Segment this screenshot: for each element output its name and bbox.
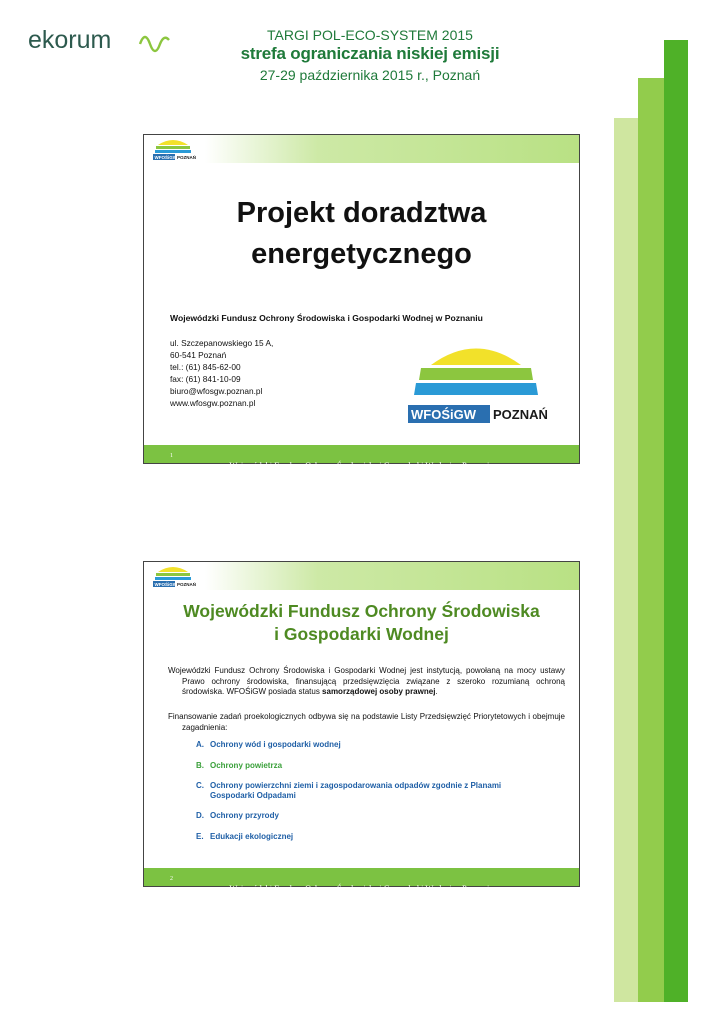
svg-text:WFOŚiGW: WFOŚiGW	[154, 155, 177, 160]
description-text: Wojewódzki Fundusz Ochrony Środowiska i Gospodarki Wodnej jest instytucją, powołaną na mocy ustawy Prawo ochrony środowiska, finansującą przedsięwzięcia związane z szeroko rozumianą ochroną środowiska. WFOŚiGW posiada status	[168, 666, 565, 696]
slide-2-title-line1: Wojewódzki Fundusz Ochrony Środowiska	[183, 601, 540, 621]
slide-number: 2	[170, 876, 173, 882]
slide-footer-band	[144, 868, 579, 893]
contact-details	[170, 337, 273, 409]
event-name: TARGI POL-ECO-SYSTEM 2015	[267, 27, 473, 43]
topic-letter: C.	[196, 781, 204, 790]
slide-footer-text: Wojewódzki Fundusz Ochrony Środowiska i Gospodarki Wodnej w Poznaniu	[229, 883, 494, 893]
topic-text: Ochrony wód i gospodarki wodnej	[210, 740, 341, 749]
wfosgw-mini-logo	[150, 564, 196, 588]
address-city: 60-541 Poznań	[170, 350, 227, 360]
address-street: ul. Szczepanowskiego 15 A,	[170, 338, 274, 348]
topic-letter: A.	[196, 740, 204, 749]
topic-text: Ochrony powierzchni ziemi i zagospodarowania odpadów zgodnie z Planami Gospodarki Odpadami	[210, 781, 502, 800]
topic-text: Ochrony przyrody	[210, 811, 279, 820]
email: biuro@wfosgw.poznan.pl	[170, 386, 263, 396]
slide-2-title	[144, 600, 579, 646]
slide-1-title-line2: energetycznego	[251, 238, 472, 270]
topic-item	[196, 781, 539, 800]
topic-letter: D.	[196, 811, 204, 820]
svg-text:POZNAŃ: POZNAŃ	[177, 582, 196, 587]
svg-text:POZNAŃ: POZNAŃ	[177, 155, 196, 160]
decorative-stripe-mid	[638, 78, 664, 1002]
description-paragraph: Wojewódzki Fundusz Ochrony Środowiska i Gospodarki Wodnej jest instytucją, powołaną na mocy ustawy Prawo ochrony środowiska, finansującą przedsięwzięcia związane z szeroko rozumianą ochroną środowiska. WFOŚiGW posiada status samorządowej osoby prawnej.	[168, 666, 565, 696]
slide-number: 1	[170, 453, 173, 459]
wfosgw-mini-logo	[150, 137, 196, 161]
wfosgw-city-text: POZNAŃ	[493, 407, 548, 422]
slide-footer-text: Wojewódzki Fundusz Ochrony Środowiska i Gospodarki Wodnej w Poznaniu	[229, 460, 494, 470]
organization-name: Wojewódzki Fundusz Ochrony Środowiska i Gospodarki Wodnej w Poznaniu	[170, 313, 483, 323]
svg-text:WFOŚiGW: WFOŚiGW	[154, 582, 177, 587]
website: www.wfosgw.poznan.pl	[170, 398, 256, 408]
decorative-stripe-dark	[664, 40, 688, 1002]
event-dates: 27-29 października 2015 r., Poznań	[259, 67, 481, 83]
wfosgw-badge-text: WFOŚiGW	[411, 407, 476, 422]
wfosgw-logo	[401, 340, 551, 435]
decorative-stripe-light	[614, 118, 638, 1002]
ekorum-logo	[28, 26, 173, 56]
financing-paragraph	[168, 712, 565, 733]
slide-1	[143, 134, 580, 470]
topics-list	[196, 740, 539, 841]
topic-text: Edukacji ekologicznej	[210, 831, 294, 841]
topic-letter: B.	[196, 760, 204, 770]
slide-2-title-line2: i Gospodarki Wodnej	[274, 624, 449, 644]
event-subtitle: strefa ograniczania niskiej emisji	[240, 44, 500, 63]
fax: fax: (61) 841-10-09	[170, 374, 241, 384]
slide-1-title	[144, 193, 579, 275]
slide-1-title-line1: Projekt doradztwa	[236, 197, 487, 229]
slide-top-band	[144, 135, 579, 163]
topic-letter: E.	[196, 831, 204, 841]
topic-text: Ochrony powietrza	[210, 760, 283, 770]
topic-item	[196, 761, 539, 771]
topic-item	[196, 740, 539, 750]
ekorum-logo-text: ekorum	[28, 26, 112, 54]
legal-status-bold: samorządowej osoby prawnej	[322, 687, 436, 696]
topic-item	[196, 811, 539, 821]
topic-item	[196, 832, 539, 842]
slide-2	[143, 561, 580, 893]
slide-top-band	[144, 562, 579, 590]
phone: tel.: (61) 845-62-00	[170, 362, 241, 372]
financing-text: Finansowanie zadań proekologicznych odbywa się na podstawie Listy Przedsięwzięć Priorytetowych i obejmuje zagadnienia:	[168, 712, 565, 732]
slide-footer-band	[144, 445, 579, 470]
